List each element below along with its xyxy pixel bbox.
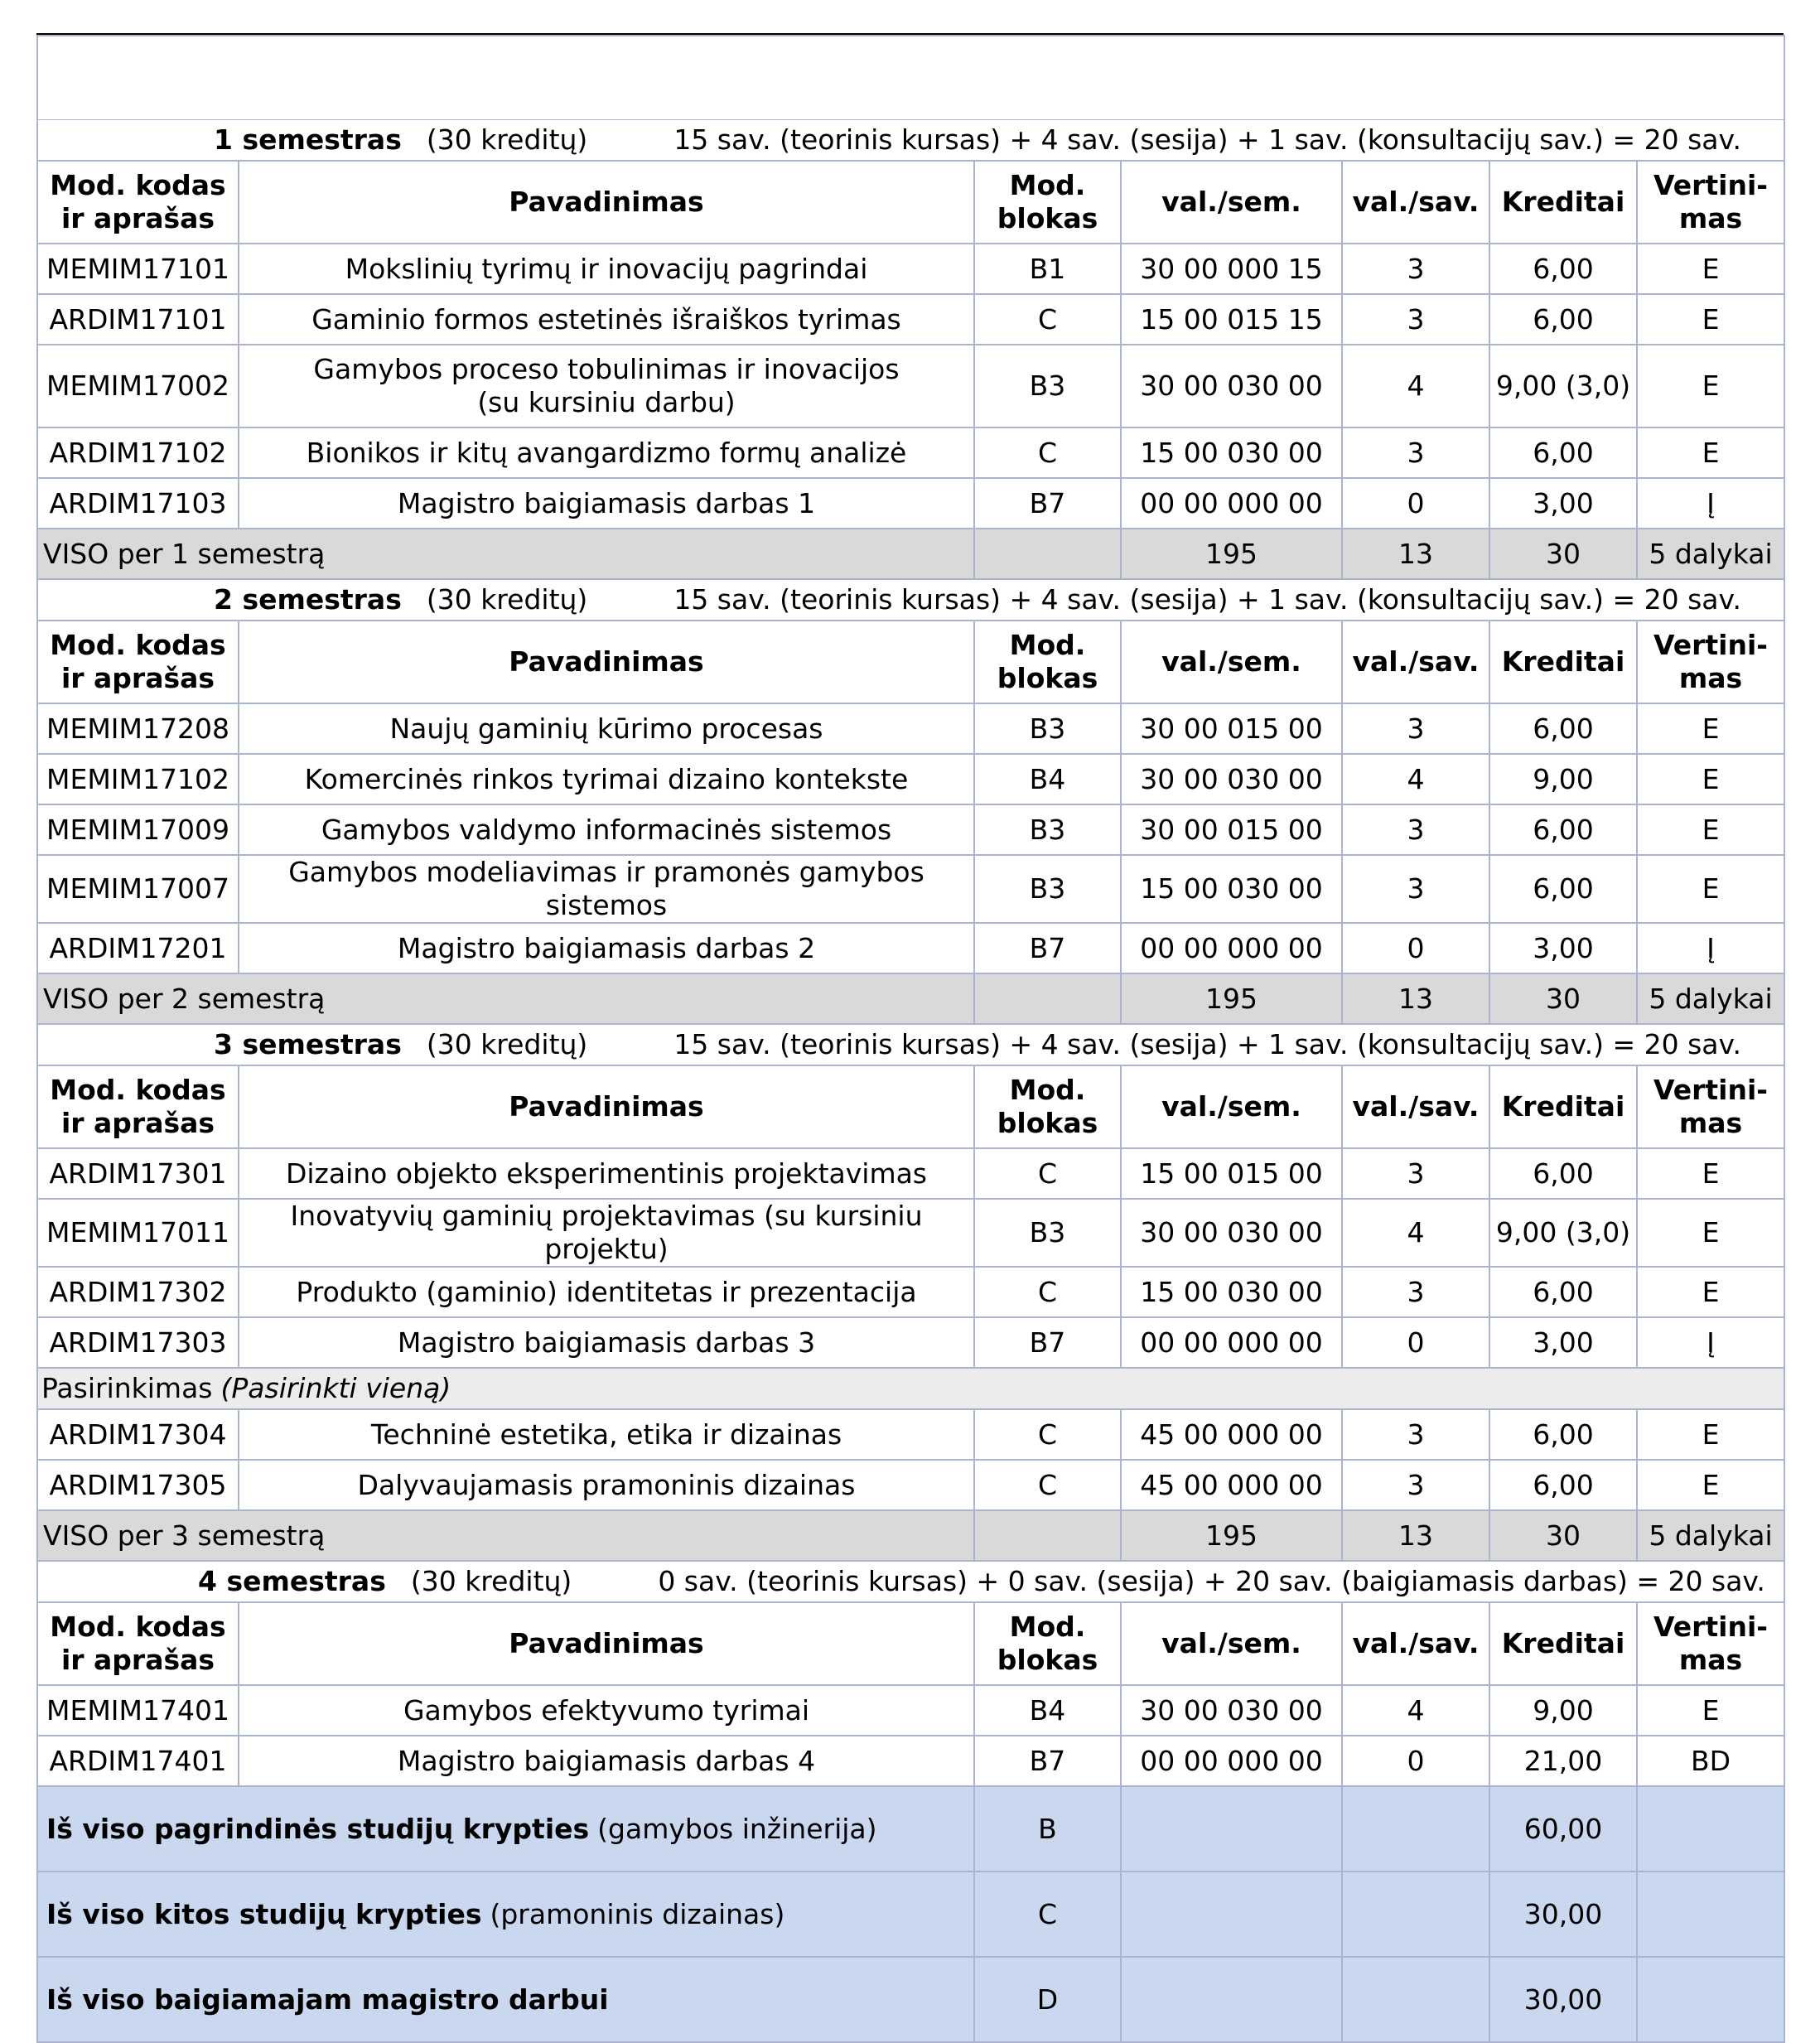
module-credits: 3,00 [1489, 478, 1637, 529]
summary-hours-sem [1121, 1957, 1342, 2042]
summary-row [37, 1786, 1784, 1872]
module-block: B3 [974, 1199, 1121, 1267]
module-hours-week: 4 [1342, 1199, 1489, 1267]
semester-title-cell [37, 579, 1784, 621]
header-block: Mod. blokas [974, 1065, 1121, 1148]
module-name: Gamybos efektyvumo tyrimai [239, 1685, 974, 1736]
module-hours-sem: 30 00 030 00 [1121, 754, 1342, 804]
summary-label-rest: (pramoninis dizainas) [490, 1897, 785, 1930]
semester-total-row [37, 529, 1784, 579]
semester-credits-note: (30 kreditų) [426, 583, 588, 616]
elective-choice-row [37, 1368, 1784, 1409]
module-hours-sem: 00 00 000 00 [1121, 478, 1342, 529]
module-row [37, 345, 1784, 427]
module-credits: 3,00 [1489, 923, 1637, 973]
module-hours-week: 0 [1342, 478, 1489, 529]
module-block: B3 [974, 855, 1121, 923]
total-credits: 30 [1489, 1510, 1637, 1561]
top-spacer-row [37, 36, 1784, 120]
module-row [37, 1685, 1784, 1736]
module-credits: 9,00 (3,0) [1489, 345, 1637, 427]
module-code: MEMIM17007 [37, 855, 239, 923]
module-hours-sem: 30 00 030 00 [1121, 1199, 1342, 1267]
module-hours-week: 3 [1342, 1148, 1489, 1199]
module-code: ARDIM17401 [37, 1736, 239, 1786]
module-code: MEMIM17208 [37, 703, 239, 754]
total-label: VISO per 1 semestrą [37, 529, 974, 579]
module-hours-week: 0 [1342, 1736, 1489, 1786]
header-credits: Kreditai [1489, 621, 1637, 703]
header-credits: Kreditai [1489, 1602, 1637, 1685]
module-name: Gamybos proceso tobulinimas ir inovacijos (su kursiniu darbu) [239, 345, 974, 427]
total-grading: 5 dalykai [1637, 1510, 1784, 1561]
module-name: Gamybos valdymo informacinės sistemos [239, 804, 974, 855]
total-hours-week: 13 [1342, 1510, 1489, 1561]
summary-block: C [974, 1872, 1121, 1957]
module-credits: 9,00 [1489, 754, 1637, 804]
column-header-row [37, 1065, 1784, 1148]
module-credits: 6,00 [1489, 703, 1637, 754]
module-grading: E [1637, 1199, 1784, 1267]
module-hours-sem: 45 00 000 00 [1121, 1460, 1342, 1510]
semester-weeks-note: 0 sav. (teorinis kursas) + 0 sav. (sesija) + 20 sav. (baigiamasis darbas) = 20 sav. [658, 1565, 1765, 1597]
module-hours-sem: 30 00 030 00 [1121, 345, 1342, 427]
study-plan-body [37, 36, 1784, 2042]
module-code: ARDIM17103 [37, 478, 239, 529]
total-block [974, 973, 1121, 1024]
header-name: Pavadinimas [239, 161, 974, 244]
module-hours-sem: 30 00 015 00 [1121, 703, 1342, 754]
module-credits: 9,00 [1489, 1685, 1637, 1736]
module-row [37, 703, 1784, 754]
module-block: C [974, 427, 1121, 478]
header-name: Pavadinimas [239, 1602, 974, 1685]
module-hours-week: 3 [1342, 427, 1489, 478]
module-grading: E [1637, 1409, 1784, 1460]
module-code: MEMIM17011 [37, 1199, 239, 1267]
semester-credits-note: (30 kreditų) [426, 1028, 588, 1060]
summary-hours-week [1342, 1872, 1489, 1957]
header-grading: Vertini- mas [1637, 1602, 1784, 1685]
module-code: ARDIM17302 [37, 1267, 239, 1317]
semester-weeks-note: 15 sav. (teorinis kursas) + 4 sav. (sesija) + 1 sav. (konsultacijų sav.) = 20 sav. [673, 583, 1741, 616]
total-hours-sem: 195 [1121, 1510, 1342, 1561]
module-grading: E [1637, 244, 1784, 294]
total-label: VISO per 2 semestrą [37, 973, 974, 1024]
summary-hours-sem [1121, 1872, 1342, 1957]
module-name: Dalyvaujamasis pramoninis dizainas [239, 1460, 974, 1510]
total-hours-sem: 195 [1121, 529, 1342, 579]
module-row [37, 244, 1784, 294]
module-grading: E [1637, 427, 1784, 478]
total-hours-week: 13 [1342, 529, 1489, 579]
module-grading: Į [1637, 478, 1784, 529]
module-hours-week: 3 [1342, 294, 1489, 345]
module-row [37, 1317, 1784, 1368]
module-credits: 9,00 (3,0) [1489, 1199, 1637, 1267]
module-code: ARDIM17101 [37, 294, 239, 345]
module-name: Komercinės rinkos tyrimai dizaino kontekste [239, 754, 974, 804]
header-block: Mod. blokas [974, 161, 1121, 244]
top-spacer-cell [37, 36, 1784, 120]
module-hours-week: 3 [1342, 804, 1489, 855]
module-block: C [974, 1409, 1121, 1460]
module-credits: 6,00 [1489, 294, 1637, 345]
module-credits: 6,00 [1489, 1148, 1637, 1199]
module-name: Inovatyvių gaminių projektavimas (su kursiniu projektu) [239, 1199, 974, 1267]
semester-title: 3 semestras [214, 1028, 402, 1060]
module-credits: 6,00 [1489, 855, 1637, 923]
header-hours-sem: val./sem. [1121, 1602, 1342, 1685]
module-block: B3 [974, 804, 1121, 855]
module-credits: 3,00 [1489, 1317, 1637, 1368]
module-name: Gamybos modeliavimas ir pramonės gamybos sistemos [239, 855, 974, 923]
module-block: B4 [974, 1685, 1121, 1736]
header-code: Mod. kodas ir aprašas [37, 1065, 239, 1148]
module-row [37, 923, 1784, 973]
module-row [37, 1267, 1784, 1317]
module-code: MEMIM17002 [37, 345, 239, 427]
module-credits: 6,00 [1489, 427, 1637, 478]
summary-label [37, 1872, 974, 1957]
module-credits: 21,00 [1489, 1736, 1637, 1786]
module-hours-sem: 15 00 030 00 [1121, 1267, 1342, 1317]
header-name: Pavadinimas [239, 1065, 974, 1148]
header-code: Mod. kodas ir aprašas [37, 1602, 239, 1685]
module-row [37, 294, 1784, 345]
semester-total-row [37, 973, 1784, 1024]
module-hours-week: 4 [1342, 345, 1489, 427]
semester-title: 2 semestras [214, 583, 402, 616]
module-code: ARDIM17305 [37, 1460, 239, 1510]
semester-title-row [37, 579, 1784, 621]
header-credits: Kreditai [1489, 161, 1637, 244]
module-block: B4 [974, 754, 1121, 804]
summary-label-rest: (gamybos inžinerija) [597, 1812, 877, 1845]
module-hours-week: 4 [1342, 1685, 1489, 1736]
semester-total-row [37, 1510, 1784, 1561]
module-hours-week: 3 [1342, 1460, 1489, 1510]
semester-weeks-note: 15 sav. (teorinis kursas) + 4 sav. (sesija) + 1 sav. (konsultacijų sav.) = 20 sav. [673, 123, 1741, 156]
module-row [37, 478, 1784, 529]
summary-label-bold: Iš viso pagrindinės studijų krypties [46, 1812, 590, 1845]
header-hours-week: val./sav. [1342, 161, 1489, 244]
semester-title-row [37, 1024, 1784, 1065]
module-grading: E [1637, 1148, 1784, 1199]
header-block: Mod. blokas [974, 1602, 1121, 1685]
total-credits: 30 [1489, 529, 1637, 579]
semester-title-cell [37, 1024, 1784, 1065]
column-header-row [37, 1602, 1784, 1685]
module-hours-sem: 00 00 000 00 [1121, 923, 1342, 973]
module-block: C [974, 1148, 1121, 1199]
module-code: MEMIM17009 [37, 804, 239, 855]
module-hours-week: 4 [1342, 754, 1489, 804]
summary-credits: 30,00 [1489, 1957, 1637, 2042]
module-code: ARDIM17301 [37, 1148, 239, 1199]
module-code: MEMIM17401 [37, 1685, 239, 1736]
header-hours-sem: val./sem. [1121, 1065, 1342, 1148]
module-credits: 6,00 [1489, 1267, 1637, 1317]
summary-block: D [974, 1957, 1121, 2042]
module-hours-sem: 45 00 000 00 [1121, 1409, 1342, 1460]
header-credits: Kreditai [1489, 1065, 1637, 1148]
summary-hours-week [1342, 1786, 1489, 1872]
summary-hours-sem [1121, 1786, 1342, 1872]
module-credits: 6,00 [1489, 1409, 1637, 1460]
module-name: Gaminio formos estetinės išraiškos tyrimas [239, 294, 974, 345]
module-grading: Į [1637, 1317, 1784, 1368]
elective-note: (Pasirinkti vieną) [220, 1372, 451, 1404]
module-code: MEMIM17101 [37, 244, 239, 294]
study-plan-table [36, 35, 1785, 2043]
header-name: Pavadinimas [239, 621, 974, 703]
summary-label-bold: Iš viso kitos studijų krypties [46, 1897, 482, 1930]
module-row [37, 1736, 1784, 1786]
module-block: B7 [974, 1736, 1121, 1786]
module-grading: E [1637, 754, 1784, 804]
module-name: Magistro baigiamasis darbas 2 [239, 923, 974, 973]
total-block [974, 1510, 1121, 1561]
module-hours-sem: 15 00 030 00 [1121, 855, 1342, 923]
semester-title: 1 semestras [214, 123, 402, 156]
semester-weeks-note: 15 sav. (teorinis kursas) + 4 sav. (sesija) + 1 sav. (konsultacijų sav.) = 20 sav. [673, 1028, 1741, 1060]
module-hours-week: 0 [1342, 1317, 1489, 1368]
semester-title-cell [37, 1561, 1784, 1602]
module-hours-week: 0 [1342, 923, 1489, 973]
summary-grading [1637, 1786, 1784, 1872]
module-hours-sem: 30 00 030 00 [1121, 1685, 1342, 1736]
column-header-row [37, 161, 1784, 244]
header-grading: Vertini- mas [1637, 161, 1784, 244]
module-hours-sem: 15 00 015 00 [1121, 1148, 1342, 1199]
column-header-row [37, 621, 1784, 703]
header-grading: Vertini- mas [1637, 621, 1784, 703]
header-code: Mod. kodas ir aprašas [37, 621, 239, 703]
module-grading: E [1637, 855, 1784, 923]
module-block: B3 [974, 703, 1121, 754]
module-grading: E [1637, 345, 1784, 427]
module-block: C [974, 1267, 1121, 1317]
header-hours-sem: val./sem. [1121, 621, 1342, 703]
module-hours-sem: 00 00 000 00 [1121, 1317, 1342, 1368]
module-name: Magistro baigiamasis darbas 1 [239, 478, 974, 529]
module-code: ARDIM17102 [37, 427, 239, 478]
summary-row [37, 1957, 1784, 2042]
module-row [37, 1199, 1784, 1267]
module-name: Mokslinių tyrimų ir inovacijų pagrindai [239, 244, 974, 294]
module-grading: E [1637, 1267, 1784, 1317]
summary-label [37, 1957, 974, 2042]
module-grading: BD [1637, 1736, 1784, 1786]
module-hours-week: 3 [1342, 244, 1489, 294]
module-block: B7 [974, 478, 1121, 529]
module-block: B7 [974, 923, 1121, 973]
module-code: ARDIM17201 [37, 923, 239, 973]
module-block: C [974, 1460, 1121, 1510]
module-row [37, 1148, 1784, 1199]
module-block: C [974, 294, 1121, 345]
module-grading: E [1637, 1685, 1784, 1736]
module-name: Dizaino objekto eksperimentinis projektavimas [239, 1148, 974, 1199]
header-block: Mod. blokas [974, 621, 1121, 703]
module-grading: E [1637, 294, 1784, 345]
summary-credits: 30,00 [1489, 1872, 1637, 1957]
module-hours-week: 3 [1342, 703, 1489, 754]
module-hours-sem: 15 00 030 00 [1121, 427, 1342, 478]
module-hours-week: 3 [1342, 1267, 1489, 1317]
semester-credits-note: (30 kreditų) [426, 123, 588, 156]
module-row [37, 855, 1784, 923]
module-credits: 6,00 [1489, 244, 1637, 294]
header-code: Mod. kodas ir aprašas [37, 161, 239, 244]
module-block: B3 [974, 345, 1121, 427]
semester-title-cell [37, 120, 1784, 162]
module-row [37, 427, 1784, 478]
module-name: Magistro baigiamasis darbas 4 [239, 1736, 974, 1786]
semester-title-row [37, 1561, 1784, 1602]
semester-credits-note: (30 kreditų) [410, 1565, 572, 1597]
summary-grading [1637, 1957, 1784, 2042]
header-hours-week: val./sav. [1342, 621, 1489, 703]
module-credits: 6,00 [1489, 804, 1637, 855]
total-hours-sem: 195 [1121, 973, 1342, 1024]
summary-credits: 60,00 [1489, 1786, 1637, 1872]
total-block [974, 529, 1121, 579]
module-name: Magistro baigiamasis darbas 3 [239, 1317, 974, 1368]
semester-title-row [37, 120, 1784, 162]
module-hours-sem: 30 00 000 15 [1121, 244, 1342, 294]
total-label: VISO per 3 semestrą [37, 1510, 974, 1561]
module-row [37, 754, 1784, 804]
module-grading: E [1637, 804, 1784, 855]
semester-title: 4 semestras [198, 1565, 386, 1597]
study-plan-sheet [36, 33, 1784, 2043]
module-row [37, 1460, 1784, 1510]
module-name: Naujų gaminių kūrimo procesas [239, 703, 974, 754]
header-hours-week: val./sav. [1342, 1065, 1489, 1148]
summary-grading [1637, 1872, 1784, 1957]
module-credits: 6,00 [1489, 1460, 1637, 1510]
summary-hours-week [1342, 1957, 1489, 2042]
header-hours-week: val./sav. [1342, 1602, 1489, 1685]
header-hours-sem: val./sem. [1121, 161, 1342, 244]
module-name: Bionikos ir kitų avangardizmo formų analizė [239, 427, 974, 478]
module-code: MEMIM17102 [37, 754, 239, 804]
module-code: ARDIM17303 [37, 1317, 239, 1368]
module-hours-week: 3 [1342, 855, 1489, 923]
elective-label: Pasirinkimas [41, 1372, 213, 1404]
summary-label [37, 1786, 974, 1872]
module-grading: E [1637, 703, 1784, 754]
summary-row [37, 1872, 1784, 1957]
module-hours-sem: 30 00 015 00 [1121, 804, 1342, 855]
total-grading: 5 dalykai [1637, 973, 1784, 1024]
module-grading: E [1637, 1460, 1784, 1510]
module-hours-sem: 15 00 015 15 [1121, 294, 1342, 345]
module-code: ARDIM17304 [37, 1409, 239, 1460]
module-name: Techninė estetika, etika ir dizainas [239, 1409, 974, 1460]
module-row [37, 1409, 1784, 1460]
module-block: B1 [974, 244, 1121, 294]
module-hours-week: 3 [1342, 1409, 1489, 1460]
summary-label-bold: Iš viso baigiamajam magistro darbui [46, 1983, 609, 2016]
total-hours-week: 13 [1342, 973, 1489, 1024]
module-hours-sem: 00 00 000 00 [1121, 1736, 1342, 1786]
module-row [37, 804, 1784, 855]
total-credits: 30 [1489, 973, 1637, 1024]
total-grading: 5 dalykai [1637, 529, 1784, 579]
header-grading: Vertini- mas [1637, 1065, 1784, 1148]
elective-choice-cell [37, 1368, 1784, 1409]
summary-block: B [974, 1786, 1121, 1872]
module-grading: Į [1637, 923, 1784, 973]
module-name: Produkto (gaminio) identitetas ir prezentacija [239, 1267, 974, 1317]
module-block: B7 [974, 1317, 1121, 1368]
